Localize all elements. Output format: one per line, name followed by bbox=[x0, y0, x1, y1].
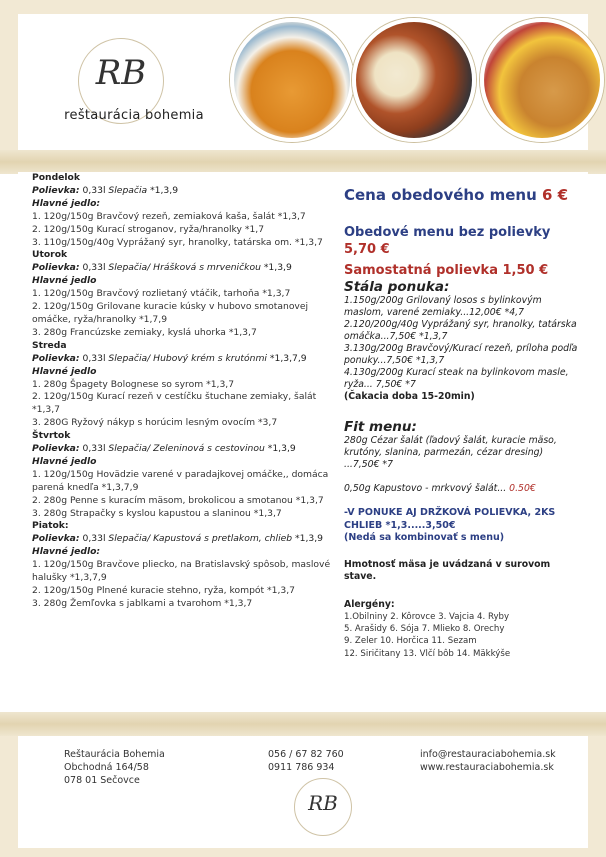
no-soup-label: Obedové menu bez polievky bbox=[344, 225, 551, 240]
menu-item: 2. 120g/150g Kurací stroganov, ryža/hranolky *1,7 bbox=[32, 223, 265, 235]
menu-item: 1. 280g Špagety Bolognese so syrom *1,3,7 bbox=[32, 378, 235, 390]
price-title: Cena obedového menu 6 € bbox=[344, 186, 569, 204]
tripe-soup-note: (Nedá sa kombinovať s menu) bbox=[344, 532, 505, 543]
soup-line: Polievka: 0,33l Slepačia/ Hrášková s mrveničkou *1,3,9 bbox=[32, 262, 292, 274]
standing-item: 3.130g/200g Bravčový/Kurací rezeň, príloha podľa ponuky...7,50€ *1,3,7 bbox=[344, 343, 578, 366]
standing-item: 1.150g/200g Grilovaný losos s bylinkovým maslom, varené zemiaky...12,00€ *4,7 bbox=[344, 295, 542, 318]
menu-item: 1. 120g/150g Bravčove pliecko, na Bratislavský spôsob, maslové halušky *1,3,7,9 bbox=[32, 559, 331, 584]
soup-line: Polievka: 0,33l Slepačia/ Hubový krém s krutónmi *1,3,7,9 bbox=[32, 352, 307, 364]
footer-panel bbox=[18, 736, 588, 848]
menu-item: 1. 120g/150g Bravčový rezeň, zemiaková kaša, šalát *1,3,7 bbox=[32, 210, 306, 222]
tripe-soup-price: CHLIEB *1,3.....3,50€ bbox=[344, 519, 456, 531]
weekly-menu bbox=[32, 172, 338, 611]
address-line: Reštaurácia Bohemia bbox=[64, 749, 165, 760]
menu-item: 3. 280g Francúzske zemiaky, kyslá uhorka *1,3,7 bbox=[32, 326, 257, 338]
day-name: Štvrtok bbox=[32, 430, 71, 442]
allergen-line: 9. Zeler 10. Horčica 11. Sezam bbox=[344, 636, 477, 647]
footer-monogram: RB bbox=[308, 791, 338, 815]
menu-item: 3. 280G Ryžový nákyp s horúcim lesným ovocím *3,7 bbox=[32, 417, 278, 429]
phone-number: 056 / 67 82 760 bbox=[268, 749, 344, 760]
fit-item: 280g Cézar šalát (ľadový šalát, kuracie mäso, krutóny, slanina, parmezán, cézar dresing) ...7,50€ *7 bbox=[344, 435, 557, 470]
email-link[interactable]: info@restauraciabohemia.sk bbox=[420, 749, 556, 760]
wait-note: (Čakacia doba 15-20min) bbox=[344, 391, 475, 402]
texture-divider-top bbox=[0, 150, 606, 174]
no-soup-price: 5,70 € bbox=[344, 242, 390, 257]
soup-line: Polievka: 0,33l Slepačia/ Zeleninová s cestovinou *1,3,9 bbox=[32, 443, 296, 455]
menu-item: 3. 110g/150g/40g Vyprážaný syr, hranolky, tatárska om. *1,3,7 bbox=[32, 236, 323, 248]
texture-divider-bottom bbox=[0, 712, 606, 736]
day-name: Piatok: bbox=[32, 520, 69, 532]
main-course-label: Hlavné jedlo bbox=[32, 455, 97, 467]
soup-line: Polievka: 0,33l Slepačia *1,3,9 bbox=[32, 184, 179, 196]
fit-item-salad: 0,50g Kapustovo - mrkvový šalát... 0.50€ bbox=[344, 483, 536, 494]
menu-item: 3. 280g Strapačky s kyslou kapustou a slaninou *1,3,7 bbox=[32, 507, 282, 519]
allergen-line: 1.Obilniny 2. Kôrovce 3. Vajcia 4. Ryby bbox=[344, 611, 510, 622]
website-link[interactable]: www.restauraciabohemia.sk bbox=[420, 762, 554, 773]
soup-photo bbox=[230, 18, 354, 142]
standing-item: 4.130g/200g Kurací steak na bylinkovom masle, ryža... 7,50€ *7 bbox=[344, 367, 569, 390]
allergen-line: 12. Siričitany 13. Vlčí bôb 14. Mäkkýše bbox=[344, 648, 511, 659]
menu-item: 2. 280g Penne s kuracím mäsom, brokolicou a smotanou *1,3,7 bbox=[32, 494, 324, 506]
soup-only-price: Samostatná polievka 1,50 € bbox=[344, 263, 549, 278]
footer-phones bbox=[268, 748, 344, 774]
day-name: Pondelok bbox=[32, 172, 80, 183]
goulash-photo bbox=[352, 18, 476, 142]
footer-address bbox=[64, 748, 165, 787]
day-name: Utorok bbox=[32, 249, 68, 261]
menu-item: 2. 120g/150g Grilovane kuracie kúsky v hubovo smotanovej omáčke, ryža/hranolky *1,7,9 bbox=[32, 301, 309, 325]
standing-item: 2.120/200g/40g Vyprážaný syr, hranolky, tatárska omáčka...7,50€ *1,3,7 bbox=[344, 319, 577, 342]
menu-item: 2. 120g/150g Kurací rezeň v cestíčku štuchane zemiaky, šalát *1,3,7 bbox=[32, 391, 317, 416]
footer-logo bbox=[294, 778, 352, 836]
soup-line: Polievka: 0,33l Slepačia/ Kapustová s pretlakom, chlieb *1,3,9 bbox=[32, 533, 324, 545]
allergen-line: 5. Arašidy 6. Sója 7. Mlieko 8. Orechy bbox=[344, 623, 505, 634]
address-line: Obchodná 164/58 bbox=[64, 762, 149, 773]
schnitzel-photo bbox=[480, 18, 604, 142]
offers-column bbox=[344, 186, 580, 660]
menu-item: 2. 120g/150g Plnené kuracie stehno, ryža, kompót *1,3,7 bbox=[32, 585, 296, 596]
day-name: Streda bbox=[32, 339, 67, 351]
footer bbox=[0, 736, 606, 857]
phone-number: 0911 786 934 bbox=[268, 762, 335, 773]
main-course-label: Hlavné jedlo: bbox=[32, 197, 101, 209]
brand-name: reštaurácia bohemia bbox=[64, 108, 204, 123]
footer-contact bbox=[420, 748, 556, 774]
meat-weight-note: Hmotnosť mäsa je uvádzaná v surovom stave. bbox=[344, 558, 551, 582]
tripe-soup-line: -V PONUKE AJ DRŽKOVÁ POLIEVKA, 2KS bbox=[344, 507, 556, 518]
menu-item: 1. 120g/150g Bravčový rozlietaný vtáčik, tarhoňa *1,3,7 bbox=[32, 288, 291, 300]
standing-offer-title: Stála ponuka: bbox=[344, 279, 450, 295]
address-line: 078 01 Sečovce bbox=[64, 775, 140, 786]
menu-panel bbox=[18, 172, 588, 712]
allergen-title: Alergény: bbox=[344, 598, 395, 610]
brand-monogram: RB bbox=[95, 53, 147, 93]
main-course-label: Hlavné jedlo: bbox=[32, 546, 101, 558]
menu-item: 3. 280g Žemľovka s jablkami a tvarohom *1,3,7 bbox=[32, 597, 253, 609]
main-course-label: Hlavné jedlo bbox=[32, 275, 97, 287]
menu-item: 1. 120g/150g Hovädzie varené v paradajkovej omáčke,, domáca parená knedľa *1,3,7,9 bbox=[32, 468, 329, 493]
standing-offer-list bbox=[344, 295, 580, 391]
fit-menu-title: Fit menu: bbox=[344, 419, 417, 435]
main-course-label: Hlavné jedlo bbox=[32, 365, 97, 377]
